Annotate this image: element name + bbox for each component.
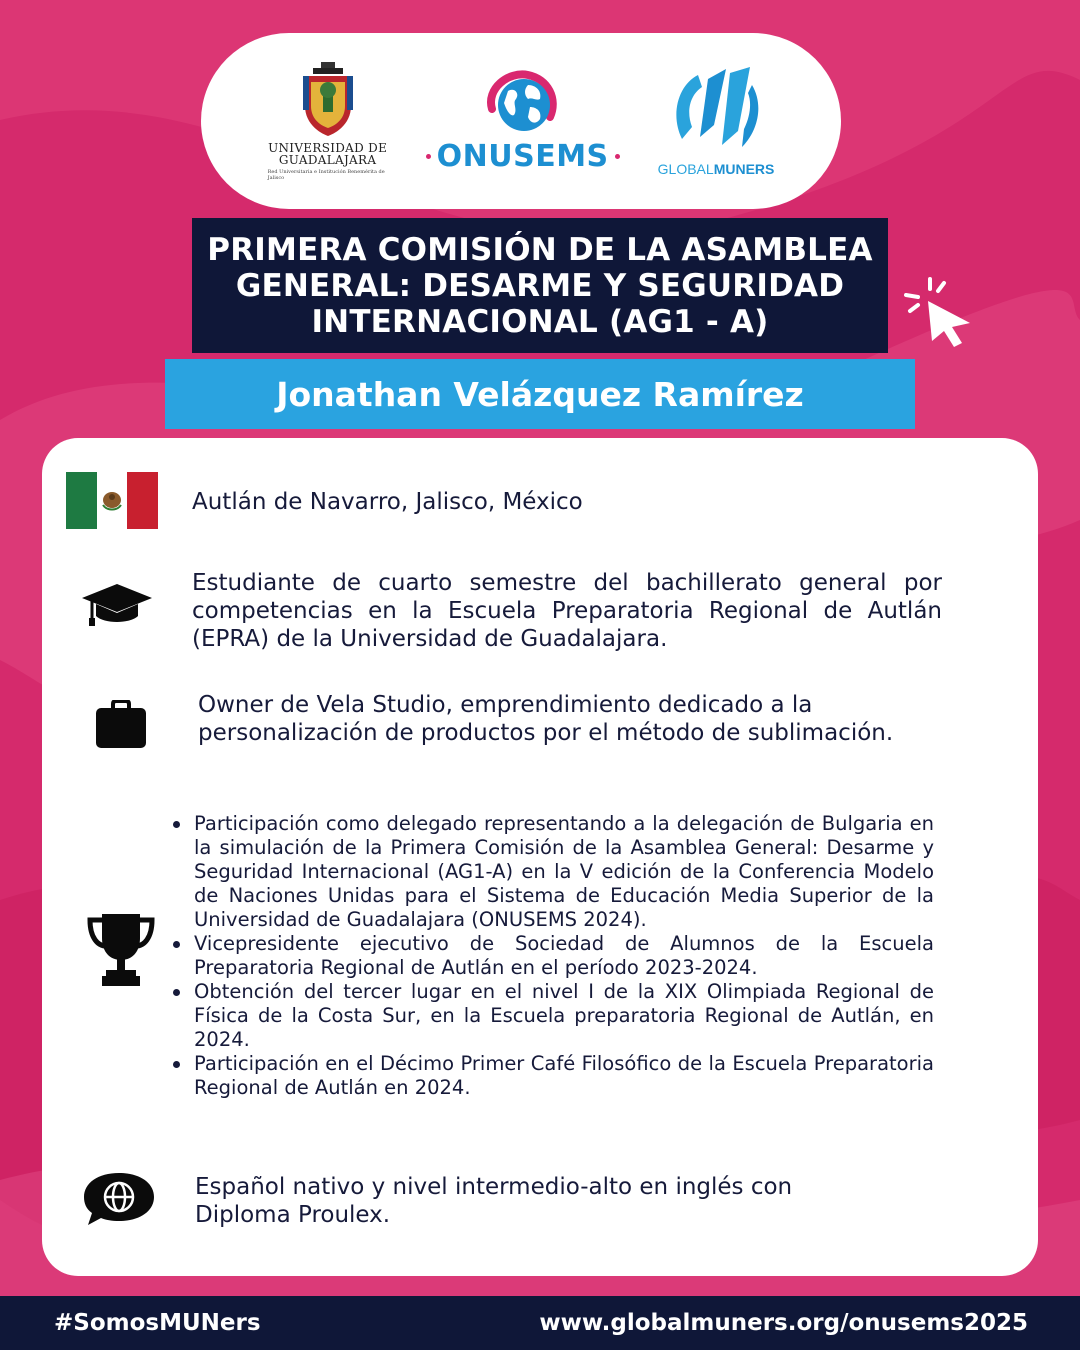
achievements-list <box>170 812 934 1100</box>
education-text: Estudiante de cuarto semestre del bachillerato general por competencias en la Escuela Preparatoria Regional de Autlán (EPRA) de la Universidad de Guadalajara. <box>192 570 942 652</box>
onusems-dot-right <box>615 154 620 159</box>
udg-logo <box>268 62 388 181</box>
logo-banner <box>201 33 841 209</box>
globalmuners-logo <box>658 65 775 177</box>
footer-url[interactable]: www.globalmuners.org/onusems2025 <box>539 1310 1028 1336</box>
click-cursor-icon <box>900 273 976 349</box>
globalmuners-word-a: GLOBAL <box>657 161 714 177</box>
delegate-name: Jonathan Velázquez Ramírez <box>165 359 915 429</box>
committee-title: PRIMERA COMISIÓN DE LA ASAMBLEA GENERAL: DESARME Y SEGURIDAD INTERNACIONAL (AG1 - A) <box>192 218 888 353</box>
flag-white-stripe <box>97 472 128 529</box>
achievement-item: Vicepresidente ejecutivo de Sociedad de Alumnos de la Escuela Preparatoria Regional de Autlán en el período 2023-2024. <box>170 932 934 980</box>
briefcase-icon <box>96 700 146 748</box>
trophy-icon <box>86 912 156 986</box>
globalmuners-m-icon <box>668 65 764 155</box>
footer-bar <box>0 1296 1080 1350</box>
achievement-item: Participación como delegado representando a la delegación de Bulgaria en la simulación de la Primera Comisión de la Asamblea General: Desarme y Seguridad Internacional (AG1-A) en la V edición de la Conferencia Modelo de Naciones Unidas para el Sistema de Educación Media Superior de la Universidad de Guadalajara (ONUSEMS 2024). <box>170 812 934 932</box>
mexico-flag <box>66 472 158 529</box>
globalmuners-word-b: MUNERS <box>713 161 775 177</box>
location-text: Autlán de Navarro, Jalisco, México <box>192 489 583 515</box>
flag-red-stripe <box>127 472 158 529</box>
udg-name-line1: UNIVERSIDAD DE <box>268 140 388 155</box>
udg-crest-icon <box>299 62 357 136</box>
profile-card <box>42 438 1038 1276</box>
graduation-cap-icon <box>82 584 152 628</box>
udg-subtitle: Red Universitaria e Institución Benemérita de Jalisco <box>267 168 385 181</box>
onusems-logo <box>426 69 620 174</box>
eagle-emblem-icon <box>97 485 127 515</box>
globe-chat-icon <box>82 1171 156 1225</box>
udg-name-line2: GUADALAJARA <box>278 152 377 167</box>
achievement-item: Obtención del tercer lugar en el nivel I de la XIX Olimpiada Regional de Física de la Costa Sur, en la Escuela preparatoria Regional de Autlán, en 2024. <box>170 980 934 1052</box>
onusems-dot-left <box>426 154 431 159</box>
languages-text: Español nativo y nivel intermedio-alto en inglés con Diploma Proulex. <box>195 1174 793 1228</box>
footer-hashtag: #SomosMUNers <box>54 1310 261 1336</box>
flag-green-stripe <box>66 472 97 529</box>
onusems-wordmark: ONUSEMS <box>436 138 609 174</box>
globe-icon <box>484 69 562 137</box>
achievement-item: Participación en el Décimo Primer Café Filosófico de la Escuela Preparatoria Regional de Autlán en 2024. <box>170 1052 934 1100</box>
work-text: Owner de Vela Studio, emprendimiento dedicado a la personalización de productos por el método de sublimación. <box>198 692 894 746</box>
